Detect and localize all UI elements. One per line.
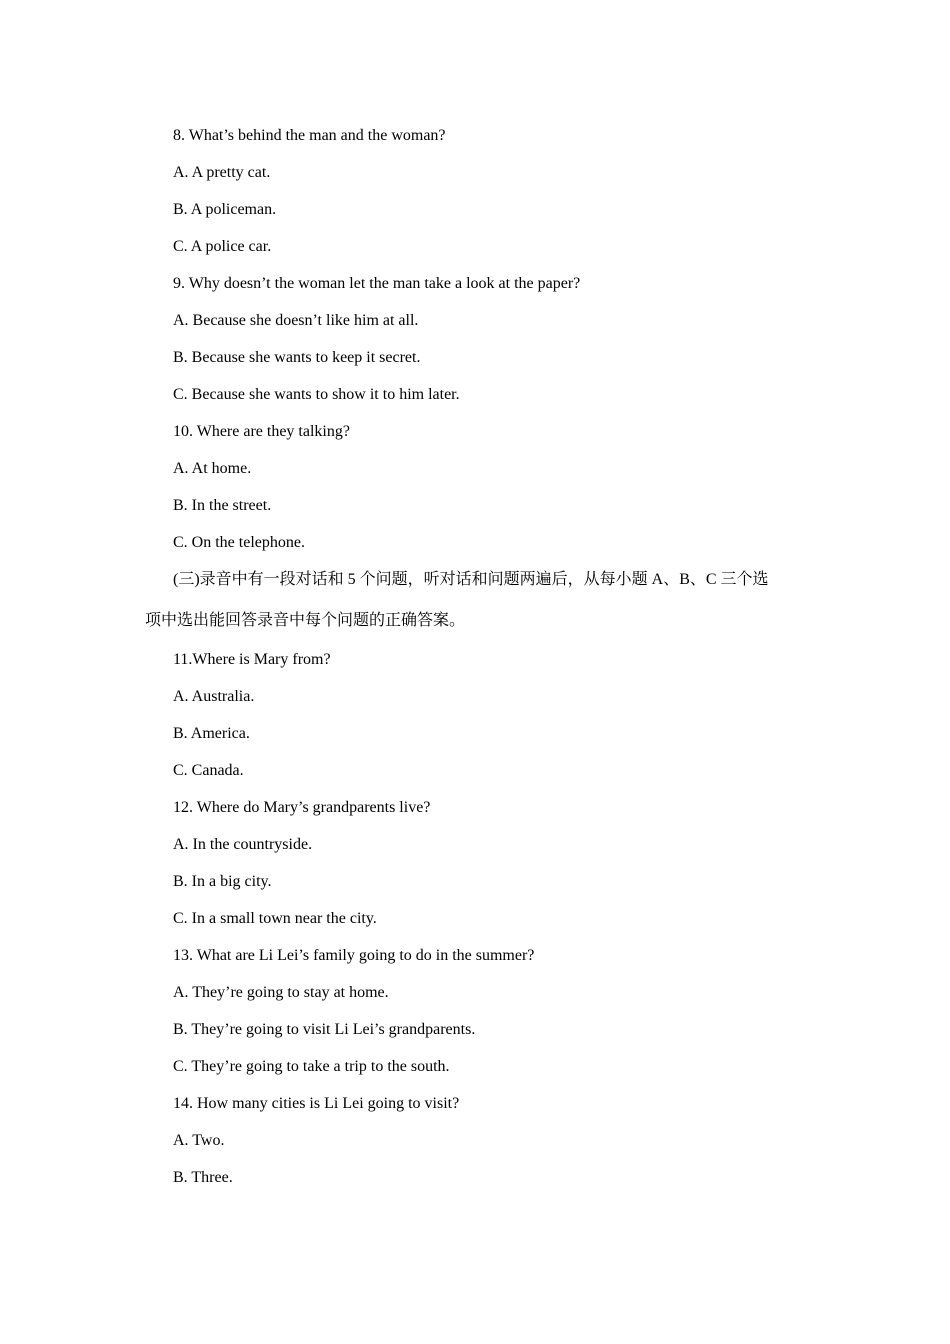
q14-option-b: B. Three. bbox=[173, 1169, 233, 1186]
question-14: 14. How many cities is Li Lei going to visit? bbox=[173, 1095, 460, 1112]
question-9: 9. Why doesn’t the woman let the man take a look at the paper? bbox=[173, 275, 581, 292]
q8-option-a: A. A pretty cat. bbox=[173, 164, 271, 181]
q11-option-b: B. America. bbox=[173, 725, 250, 742]
q8-option-b: B. A policeman. bbox=[173, 201, 277, 218]
q11-option-a: A. Australia. bbox=[173, 688, 255, 705]
q9-option-c: C. Because she wants to show it to him later. bbox=[173, 386, 460, 403]
q14-option-a: A. Two. bbox=[173, 1132, 225, 1149]
section-3-instructions-cont: 项中选出能回答录音中每个问题的正确答案。 bbox=[145, 612, 466, 629]
section-3-instructions: (三)录音中有一段对话和 5 个问题，听对话和问题两遍后，从每小题 A、B、C 三个选 bbox=[173, 571, 769, 588]
question-11: 11.Where is Mary from? bbox=[173, 651, 331, 668]
q13-option-b: B. They’re going to visit Li Lei’s grandparents. bbox=[173, 1021, 476, 1038]
q12-option-c: C. In a small town near the city. bbox=[173, 910, 377, 927]
q10-option-b: B. In the street. bbox=[173, 497, 272, 514]
q12-option-b: B. In a big city. bbox=[173, 873, 272, 890]
q11-option-c: C. Canada. bbox=[173, 762, 244, 779]
q10-option-c: C. On the telephone. bbox=[173, 534, 305, 551]
q8-option-c: C. A police car. bbox=[173, 238, 272, 255]
q13-option-c: C. They’re going to take a trip to the south. bbox=[173, 1058, 450, 1075]
q9-option-b: B. Because she wants to keep it secret. bbox=[173, 349, 421, 366]
q9-option-a: A. Because she doesn’t like him at all. bbox=[173, 312, 419, 329]
question-13: 13. What are Li Lei’s family going to do in the summer? bbox=[173, 947, 535, 964]
q12-option-a: A. In the countryside. bbox=[173, 836, 313, 853]
question-8: 8. What’s behind the man and the woman? bbox=[173, 127, 446, 144]
q10-option-a: A. At home. bbox=[173, 460, 252, 477]
question-10: 10. Where are they talking? bbox=[173, 423, 350, 440]
q13-option-a: A. They’re going to stay at home. bbox=[173, 984, 389, 1001]
question-12: 12. Where do Mary’s grandparents live? bbox=[173, 799, 431, 816]
